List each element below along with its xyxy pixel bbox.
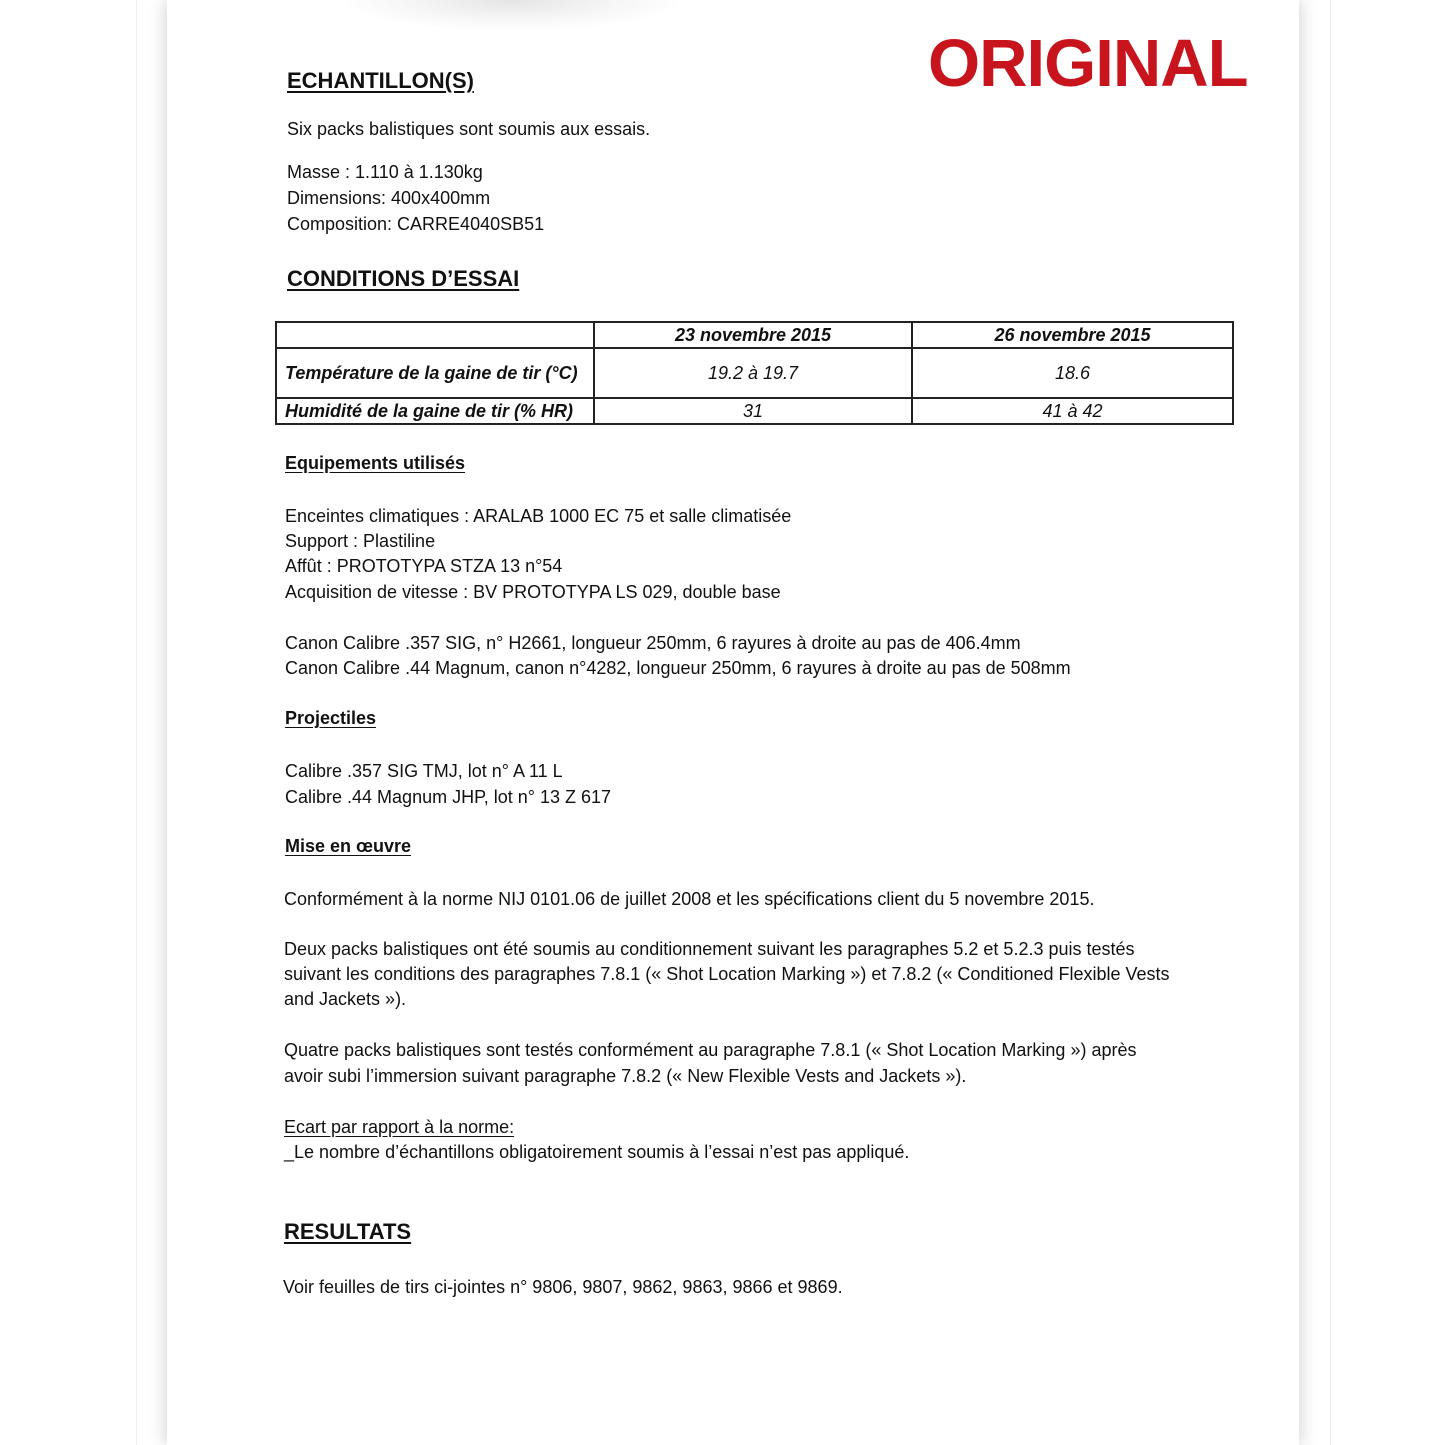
equipement-line: Affût : PROTOTYPA STZA 13 n°54 bbox=[285, 556, 563, 576]
projectile-line: Calibre .357 SIG TMJ, lot n° A 11 L bbox=[285, 761, 563, 781]
original-stamp: ORIGINAL bbox=[928, 26, 1248, 101]
row-label-humidite: Humidité de la gaine de tir (% HR) bbox=[276, 398, 594, 424]
resultats-text: Voir feuilles de tirs ci-jointes n° 9806, 9807, 9862, 9863, 9866 et 9869. bbox=[283, 1277, 843, 1297]
table-cell: 31 bbox=[594, 398, 912, 424]
echantillons-intro: Six packs balistiques sont soumis aux essais. bbox=[287, 119, 651, 139]
mise-en-oeuvre-line: Deux packs balistiques ont été soumis au conditionnement suivant les paragraphes 5.2 et 5.2.3 puis testés bbox=[284, 939, 1135, 959]
table-header-row bbox=[276, 322, 1233, 348]
mise-en-oeuvre-line: and Jackets »). bbox=[284, 989, 407, 1009]
row-label-temperature: Température de la gaine de tir (°C) bbox=[276, 348, 594, 398]
mise-en-oeuvre-paragraph: Conformément à la norme NIJ 0101.06 de juillet 2008 et les spécifications client du 5 novembre 2015. bbox=[284, 889, 1095, 909]
mise-en-oeuvre-line: avoir subi l’immersion suivant paragraphe 7.8.2 (« New Flexible Vests and Jackets »). bbox=[284, 1066, 967, 1086]
canon-line: Canon Calibre .357 SIG, n° H2661, longueur 250mm, 6 rayures à droite au pas de 406.4mm bbox=[285, 633, 1021, 653]
mise-en-oeuvre-line: suivant les conditions des paragraphes 7.8.1 (« Shot Location Marking ») et 7.8.2 (« Conditioned Flexible Vests bbox=[284, 964, 1170, 984]
section-heading-echantillons: ECHANTILLON(S) bbox=[287, 68, 474, 93]
equipement-line: Support : Plastiline bbox=[285, 531, 436, 551]
table-cell: 18.6 bbox=[912, 348, 1233, 398]
table-row bbox=[276, 348, 1233, 398]
subheading-equipements: Equipements utilisés bbox=[285, 453, 466, 473]
ecart-heading: Ecart par rapport à la norme: bbox=[284, 1117, 515, 1137]
table-header-cell bbox=[276, 322, 594, 348]
subheading-mise-en-oeuvre: Mise en œuvre bbox=[285, 836, 412, 856]
echantillons-dimensions: Dimensions: 400x400mm bbox=[287, 188, 491, 208]
table-cell: 41 à 42 bbox=[912, 398, 1233, 424]
background-edge-left bbox=[136, 0, 137, 1445]
ecart-text: _Le nombre d’échantillons obligatoirement soumis à l’essai n’est pas appliqué. bbox=[284, 1142, 910, 1162]
conditions-table bbox=[275, 321, 1234, 425]
mise-en-oeuvre-line: Quatre packs balistiques sont testés conformément au paragraphe 7.8.1 (« Shot Location Marking ») après bbox=[284, 1040, 1137, 1060]
table-header-cell: 26 novembre 2015 bbox=[912, 322, 1233, 348]
background-edge-right bbox=[1330, 0, 1331, 1445]
scan-glare bbox=[347, 0, 677, 30]
echantillons-masse: Masse : 1.110 à 1.130kg bbox=[287, 162, 483, 182]
subheading-projectiles: Projectiles bbox=[285, 708, 377, 728]
section-heading-resultats: RESULTATS bbox=[284, 1219, 412, 1244]
projectile-line: Calibre .44 Magnum JHP, lot n° 13 Z 617 bbox=[285, 787, 612, 807]
table-row bbox=[276, 398, 1233, 424]
table-cell: 19.2 à 19.7 bbox=[594, 348, 912, 398]
equipement-line: Acquisition de vitesse : BV PROTOTYPA LS 029, double base bbox=[285, 582, 781, 602]
table-header-cell: 23 novembre 2015 bbox=[594, 322, 912, 348]
section-heading-conditions: CONDITIONS D’ESSAI bbox=[287, 266, 520, 291]
echantillons-composition: Composition: CARRE4040SB51 bbox=[287, 214, 545, 234]
canon-line: Canon Calibre .44 Magnum, canon n°4282, longueur 250mm, 6 rayures à droite au pas de 508mm bbox=[285, 658, 1071, 678]
equipement-line: Enceintes climatiques : ARALAB 1000 EC 75 et salle climatisée bbox=[285, 506, 792, 526]
